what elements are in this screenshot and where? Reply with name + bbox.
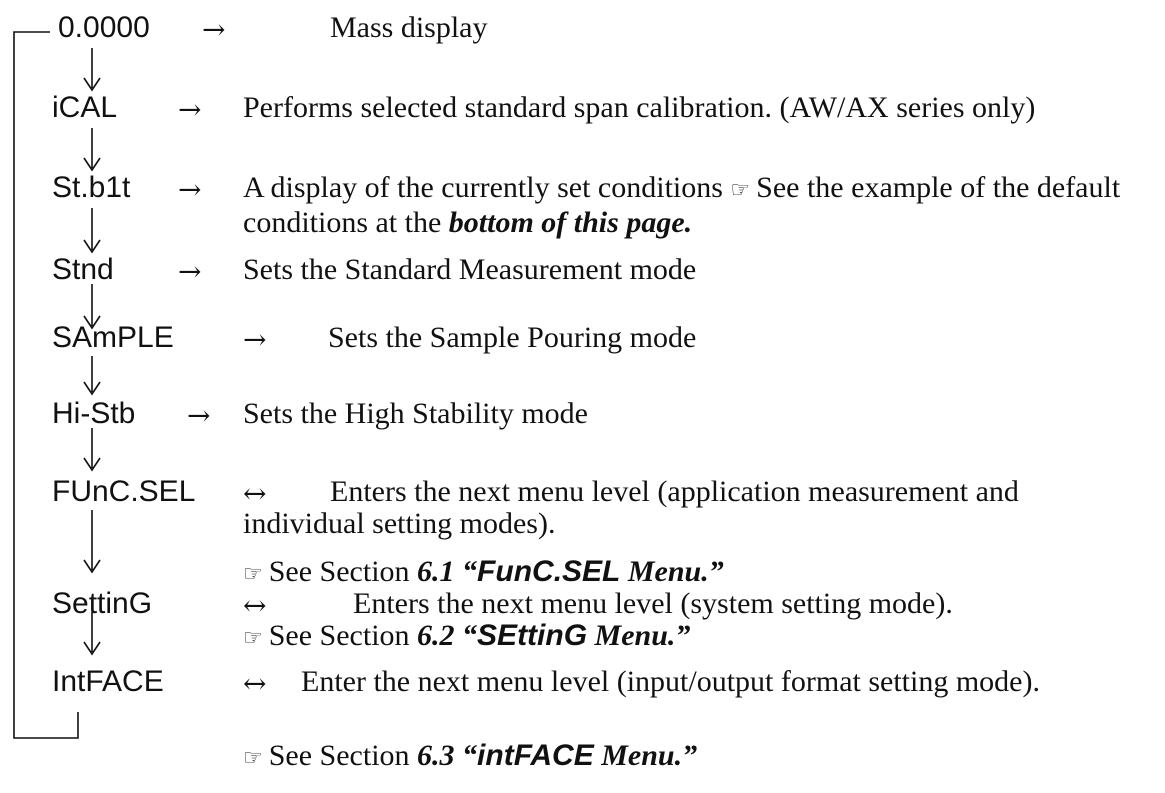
- both-arrow: ↔: [243, 667, 267, 700]
- desc-sample: Sets the Sample Pouring mode: [328, 321, 697, 354]
- down-arrow-2: [84, 128, 100, 170]
- code-interface: IntFACE: [52, 665, 164, 698]
- pointing-hand-icon: ☞: [243, 626, 263, 651]
- ref-section-number: 6.2: [417, 619, 455, 652]
- down-arrow-6: [84, 428, 100, 470]
- pointing-hand-icon: ☞: [243, 562, 263, 587]
- ref-interface: [243, 740, 697, 775]
- ref-section-number: 6.3: [417, 739, 455, 772]
- ref-open-quote: “: [462, 619, 478, 652]
- desc-stability: [243, 172, 1148, 239]
- ref-open-quote: “: [462, 739, 478, 772]
- desc-standard: Sets the Standard Measurement mode: [243, 253, 697, 286]
- down-arrow-5: [84, 356, 100, 394]
- right-arrow: →: [187, 399, 211, 432]
- down-arrow-1: [84, 48, 100, 90]
- loop-bracket-line: [14, 32, 78, 738]
- ref-menu-tail: Menu.”: [601, 739, 698, 772]
- ref-prefix: See Section: [268, 739, 410, 772]
- code-high-stability: Hi-Stb: [52, 397, 136, 430]
- down-arrow-7: [84, 510, 100, 572]
- right-arrow: →: [178, 93, 202, 126]
- both-arrow: ↔: [243, 477, 267, 510]
- ref-menu-tail: Menu.”: [627, 555, 724, 588]
- ref-menu-code: intFACE: [477, 739, 594, 772]
- code-ical: iCAL: [52, 91, 118, 124]
- ref-func-sel: [243, 556, 724, 591]
- ref-menu-code: FunC.SEL: [477, 555, 621, 588]
- ref-prefix: See Section: [268, 619, 410, 652]
- desc-interface: Enter the next menu level (input/output format setting mode).: [301, 665, 1040, 698]
- ref-menu-tail: Menu.”: [594, 619, 691, 652]
- desc-stability-text: A display of the currently set conditions: [243, 171, 723, 204]
- right-arrow: →: [202, 13, 226, 46]
- pointing-hand-icon: ☞: [730, 178, 751, 203]
- right-arrow: →: [243, 323, 267, 356]
- code-sample: SAmPLE: [52, 321, 174, 354]
- right-arrow: →: [178, 255, 202, 288]
- ref-open-quote: “: [462, 555, 478, 588]
- code-mass-display: 0.0000: [58, 11, 150, 44]
- ref-prefix: See Section: [268, 555, 410, 588]
- both-arrow: ↔: [243, 589, 267, 622]
- ref-menu-code: SEttinG: [477, 619, 588, 652]
- desc-stability-see: See the example of the default conditions at the: [243, 171, 1121, 239]
- desc-high-stability: Sets the High Stability mode: [243, 397, 588, 430]
- desc-func-sel: Enters the next menu level (application measurement and individual setting modes).: [243, 475, 1019, 540]
- right-arrow: →: [178, 173, 202, 206]
- ref-setting: [243, 620, 690, 655]
- down-arrow-3: [84, 208, 100, 252]
- code-setting: SettinG: [52, 587, 153, 620]
- desc-setting: Enters the next menu level (system setting mode).: [353, 587, 953, 620]
- desc-ical: Performs selected standard span calibration. (AW/AX series only): [243, 91, 1036, 124]
- desc-mass-display: Mass display: [330, 11, 488, 44]
- desc-stability-emphasis: bottom of this page.: [448, 206, 693, 239]
- pointing-hand-icon: ☞: [243, 746, 263, 771]
- code-func-sel: FUnC.SEL: [52, 475, 196, 508]
- code-standard: Stnd: [52, 253, 114, 286]
- code-stability: St.b1t: [52, 171, 131, 204]
- ref-section-number: 6.1: [417, 555, 455, 588]
